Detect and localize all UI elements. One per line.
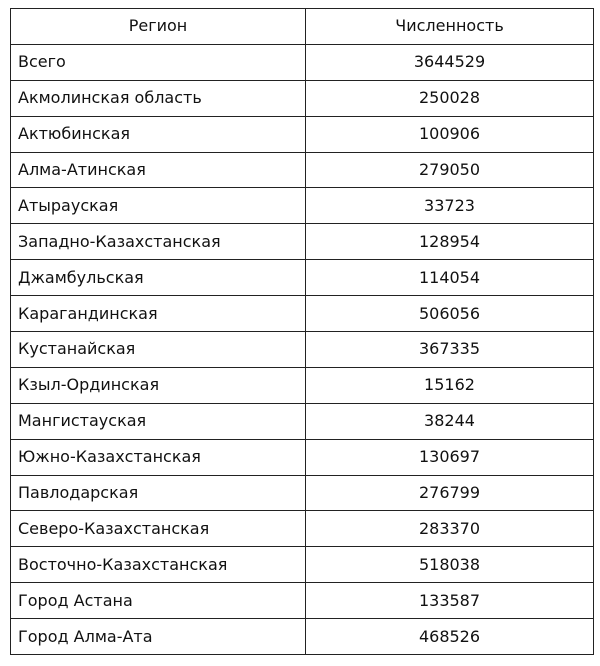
- table-body: [11, 44, 594, 654]
- table-row: [11, 619, 594, 655]
- header-region: Регион: [11, 9, 306, 45]
- region-cell: Павлодарская: [11, 475, 306, 511]
- region-cell: Мангистауская: [11, 403, 306, 439]
- region-cell: Карагандинская: [11, 296, 306, 332]
- table-row: [11, 583, 594, 619]
- table-row: [11, 224, 594, 260]
- region-cell: Восточно-Казахстанская: [11, 547, 306, 583]
- region-cell: Алма-Атинская: [11, 152, 306, 188]
- table-row: [11, 80, 594, 116]
- region-cell: Город Алма-Ата: [11, 619, 306, 655]
- table-row: [11, 475, 594, 511]
- count-cell: 130697: [306, 439, 594, 475]
- count-cell: 128954: [306, 224, 594, 260]
- region-cell: Кзыл-Ординская: [11, 367, 306, 403]
- count-cell: 133587: [306, 583, 594, 619]
- count-cell: 250028: [306, 80, 594, 116]
- table-row: [11, 332, 594, 368]
- table-row: [11, 439, 594, 475]
- region-cell: Актюбинская: [11, 116, 306, 152]
- count-cell: 33723: [306, 188, 594, 224]
- count-cell: 100906: [306, 116, 594, 152]
- header-row: [11, 9, 594, 45]
- table-row: [11, 547, 594, 583]
- table-row: [11, 403, 594, 439]
- region-cell: Северо-Казахстанская: [11, 511, 306, 547]
- count-cell: 38244: [306, 403, 594, 439]
- count-cell: 518038: [306, 547, 594, 583]
- table-row: [11, 188, 594, 224]
- count-cell: 279050: [306, 152, 594, 188]
- region-cell: Всего: [11, 44, 306, 80]
- count-cell: 468526: [306, 619, 594, 655]
- count-cell: 114054: [306, 260, 594, 296]
- population-table: [10, 8, 594, 655]
- region-cell: Джамбульская: [11, 260, 306, 296]
- count-cell: 367335: [306, 332, 594, 368]
- region-cell: Акмолинская область: [11, 80, 306, 116]
- table-row: [11, 511, 594, 547]
- count-cell: 15162: [306, 367, 594, 403]
- table-row: [11, 116, 594, 152]
- count-cell: 3644529: [306, 44, 594, 80]
- region-cell: Кустанайская: [11, 332, 306, 368]
- header-count: Численность: [306, 9, 594, 45]
- table-row: [11, 296, 594, 332]
- table-row: [11, 260, 594, 296]
- region-cell: Западно-Казахстанская: [11, 224, 306, 260]
- count-cell: 276799: [306, 475, 594, 511]
- region-cell: Атырауская: [11, 188, 306, 224]
- table-row: [11, 44, 594, 80]
- table-row: [11, 152, 594, 188]
- region-cell: Южно-Казахстанская: [11, 439, 306, 475]
- count-cell: 506056: [306, 296, 594, 332]
- region-cell: Город Астана: [11, 583, 306, 619]
- table-row: [11, 367, 594, 403]
- count-cell: 283370: [306, 511, 594, 547]
